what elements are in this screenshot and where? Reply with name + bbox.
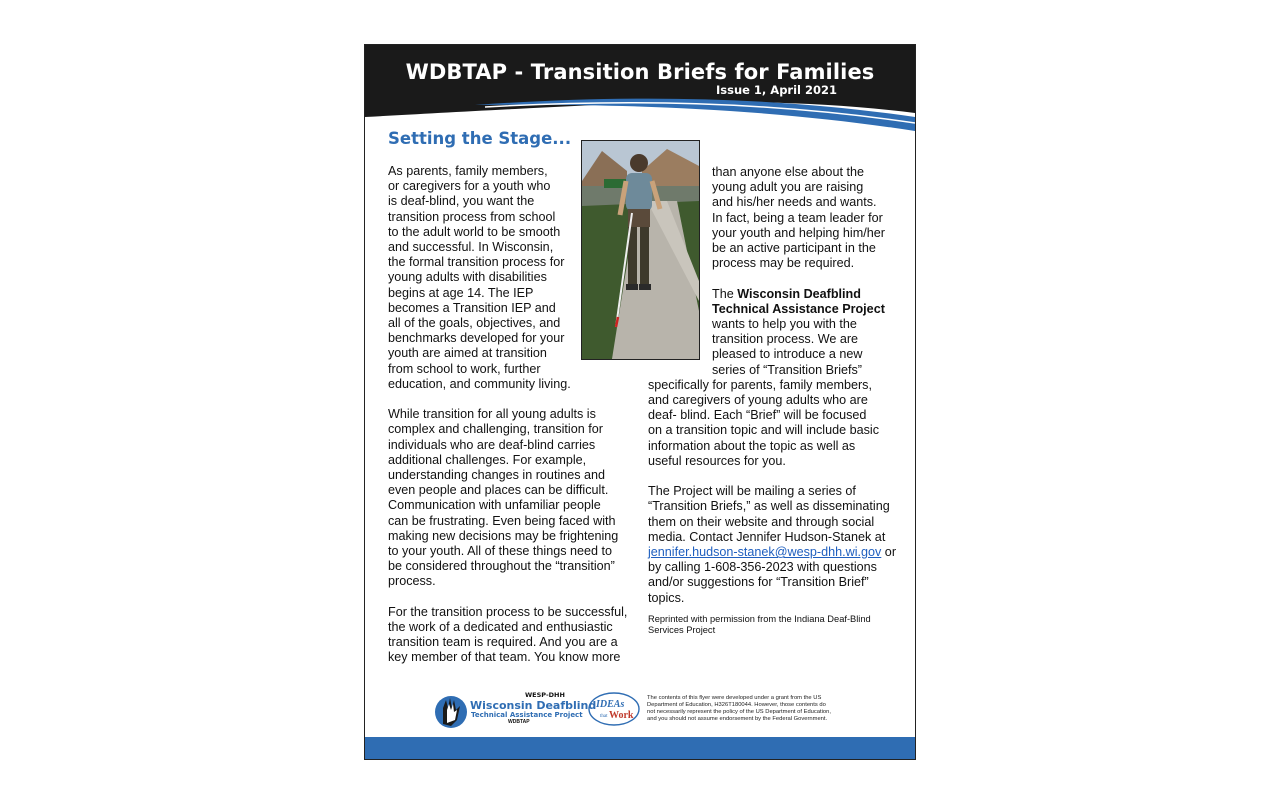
ideas-that-work-logo-icon (587, 691, 642, 727)
text-line: begins at age 14. The IEP (388, 285, 534, 300)
text-line: additional challenges. For example, (388, 452, 587, 467)
logo-sub-text: Technical Assistance Project (471, 711, 583, 719)
text-line: “Transition Briefs,” as well as disseminating (648, 499, 890, 514)
paragraph-challenges (388, 407, 627, 589)
text-line: understanding changes in routines and (388, 468, 606, 483)
text-line: on a transition topic and will include basic (648, 423, 880, 438)
funding-disclaimer (647, 695, 831, 723)
svg-text:Work: Work (609, 710, 634, 721)
paragraph-team-continued (712, 165, 916, 271)
disclaimer-line: not necessarily represent the policy of the US Department of Education, (647, 709, 831, 715)
text-line: the work of a dedicated and enthusiastic (388, 620, 613, 635)
text-line: all of the goals, objectives, and (388, 316, 561, 331)
logo-small-text: WDBTAP (508, 719, 530, 725)
svg-text:IDEAs: IDEAs (596, 699, 625, 710)
text-line: As parents, family members, (388, 164, 548, 178)
right-column-text (648, 165, 896, 636)
text-line: the formal transition process for (388, 255, 565, 270)
text-line: Communication with unfamiliar people (388, 498, 601, 513)
reprint-note (648, 614, 896, 636)
text-line: For the transition process to be successful, (388, 604, 628, 619)
text-line: youth are aimed at transition (388, 346, 547, 361)
contact-email-link[interactable]: jennifer.hudson-stanek@wesp-dhh.wi.gov (648, 545, 882, 560)
text-line: transition process from school (388, 209, 556, 224)
reprint-line: Reprinted with permission from the Indiana Deaf-Blind (648, 613, 871, 624)
svg-text:that: that (600, 714, 608, 719)
text-line: wants to help you with the (712, 317, 857, 332)
text-line: useful resources for you. (648, 453, 786, 468)
text-line: In fact, being a team leader for (712, 210, 883, 225)
text-line: deaf- blind. Each “Brief” will be focused (648, 408, 867, 423)
text-line: them on their website and through social (648, 514, 875, 529)
text-line: be considered throughout the “transition” (388, 559, 615, 574)
left-column-text (388, 164, 627, 666)
text-line: is deaf-blind, you want the (388, 194, 535, 209)
disclaimer-line: Department of Education, H326T180044. However, those contents do (647, 702, 826, 708)
text-line: information about the topic as well as (648, 438, 856, 453)
text-line: While transition for all young adults is (388, 407, 596, 422)
project-intro-line: The Wisconsin Deafblind (712, 286, 861, 301)
disclaimer-line: and you should not assume endorsement by the Federal Government. (647, 716, 828, 722)
text-line: process. (388, 574, 436, 589)
text-line: media. Contact Jennifer Hudson-Stanek at (648, 529, 886, 544)
issue-date: Issue 1, April 2021 (715, 83, 837, 97)
text-line: and caregivers of young adults who are (648, 393, 868, 408)
reprint-line: Services Project (648, 624, 716, 635)
text-line: and successful. In Wisconsin, (388, 240, 554, 255)
text-line: and his/her needs and wants. (712, 195, 877, 210)
text-line: making new decisions may be frightening (388, 528, 619, 543)
header-banner (365, 45, 915, 135)
text-line: education, and community living. (388, 376, 571, 391)
logo-main-text: Wisconsin Deafblind (470, 699, 597, 712)
text-line: series of “Transition Briefs” (712, 362, 862, 377)
text-line: by calling 1-608-356-2023 with questions (648, 560, 877, 575)
paragraph-project-indented (712, 317, 916, 378)
project-name-line: Technical Assistance Project (712, 301, 885, 316)
text-line: from school to work, further (388, 361, 541, 376)
flyer-page (364, 44, 916, 760)
text-line: even people and places can be difficult. (388, 483, 609, 498)
text-line: benchmarks developed for your (388, 331, 565, 346)
text-line: or caregivers for a youth who (388, 179, 551, 194)
text-line: your youth and helping him/her (712, 225, 885, 240)
paragraph-team (388, 605, 627, 666)
text-line: transition process. We are (712, 332, 859, 347)
text-line: pleased to introduce a new (712, 347, 863, 362)
footer-bar (365, 737, 915, 759)
text-line: young adult you are raising (712, 180, 864, 195)
text-line: complex and challenging, transition for (388, 422, 603, 437)
logo-top-text: WESP-DHH (525, 691, 565, 699)
paragraph-contact-end (648, 560, 896, 606)
newsletter-title: WDBTAP - Transition Briefs for Families (405, 60, 875, 84)
paragraph-project-full (648, 378, 896, 469)
text-line: than anyone else about the (712, 165, 864, 179)
text-line: and/or suggestions for “Transition Brief” (648, 575, 869, 590)
text-line: individuals who are deaf-blind carries (388, 437, 596, 452)
text-line: specifically for parents, family members, (648, 377, 872, 392)
paragraph-intro (388, 164, 627, 392)
text-line: be an active participant in the (712, 241, 876, 256)
text-line: transition team is required. And you are a (388, 635, 618, 650)
text-line: to your youth. All of these things need to (388, 544, 613, 559)
text-line: to the adult world to be smooth (388, 224, 561, 239)
section-heading: Setting the Stage... (388, 129, 572, 148)
paragraph-contact (648, 484, 896, 545)
text-line: key member of that team. You know more (388, 650, 621, 665)
text-line: The Project will be mailing a series of (648, 484, 856, 499)
text-line: process may be required. (712, 256, 855, 271)
text-line: topics. (648, 590, 685, 605)
text-line: becomes a Transition IEP and (388, 300, 556, 315)
text-line: young adults with disabilities (388, 270, 547, 285)
contact-email-line: jennifer.hudson-stanek@wesp-dhh.wi.gov or (648, 545, 897, 560)
text-line: can be frustrating. Even being faced with (388, 513, 616, 528)
disclaimer-line: The contents of this flyer were developed under a grant from the US (647, 695, 822, 701)
